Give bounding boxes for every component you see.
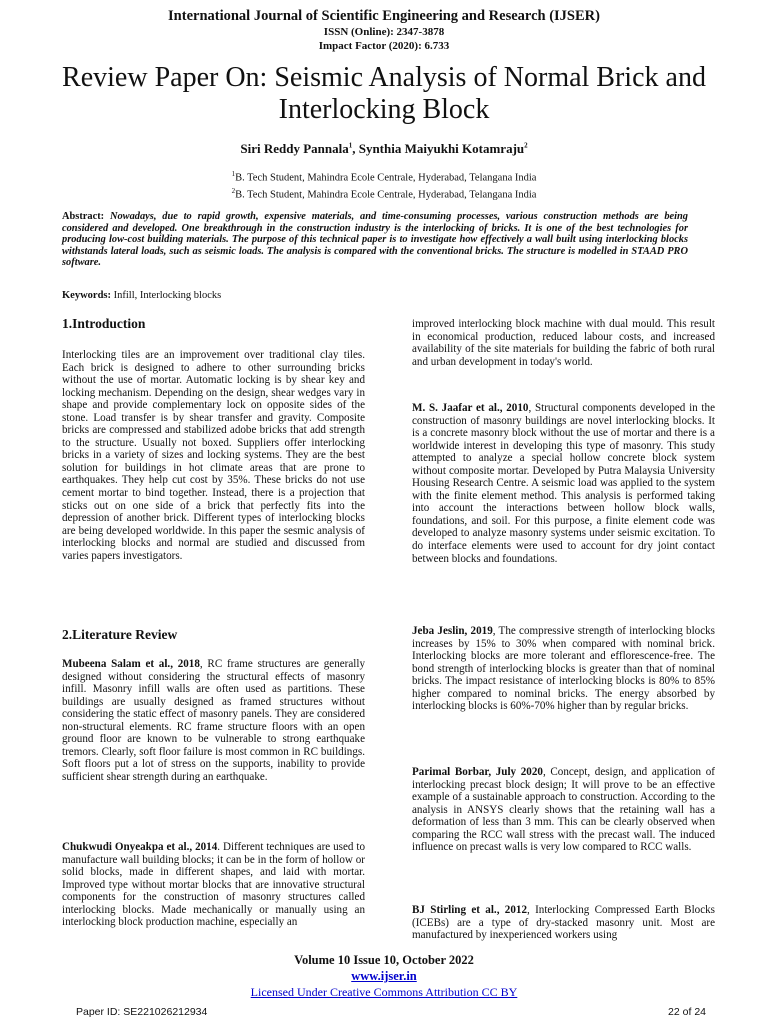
abstract-text: Nowadays, due to rapid growth, expensive materials, and time-consuming processes, various construction methods are being considered and developed. One breakthrough in the construction industry is the interlocking of bricks. It is one of the best technologies for producing low-cost building materials. The purpose of this technical paper is to investigate how effectively a wall built using interlocking blocks withstands lateral loads, such as seismic loads. The analysis is compared with the conventional bricks. The structure is modelled in STAAD PRO software.: [62, 211, 688, 268]
continuation-paragraph: improved interlocking block machine with dual mould. This result in economical production, reduced labour costs, and increased availability of the site materials for building the fabric of both rural and urban development in today's world.: [412, 318, 715, 368]
lit-entry-4: [412, 625, 715, 713]
intro-paragraph: Interlocking tiles are an improvement over traditional clay tiles. Each brick is designed to adhere to other surrounding bricks without the use of mortar. Automatic locking is by shear key and locking mechanism. Depending on the design, shear wedges vary in shape and provide complementary lock on opposite sides of the stone. Load transfer is by shear transfer and gravity. Composite bricks are compressed and stabilized adobe bricks that add strength to the structure. Usually not boxed. Suppliers offer interlocking bricks in a variety of sizes and locking systems. They are the best solution for buildings in hot climate areas that are prone to earthquakes. They help cut cost by 35%. These bricks do not use cement mortar to bind together. Instead, there is a projection that sticks out on one side of a brick that perfectly fits into the depression of another brick. Different types of interlocking blocks are being developed worldwide. In this paper the sesmic analysis of interlocking blocks and normal are studied and discussed from varies papers investigators.: [62, 349, 365, 562]
lit-entry-5: [412, 766, 715, 854]
lit-entry-4-text: , The compressive strength of interlocking blocks increases by 15% to 30% when compared with nominal brick. Interlocking blocks are more tolerant and efflorescence-free. The bond strength of interlocking blocks is greater than that of nominal bricks. The impact resistance of interlocking blocks is 80% to 85% higher compared to nominal bricks. The energy absorbed by interlocking blocks is 60%-70% higher than by regular bricks.: [412, 625, 715, 713]
affiliation-1-sup: 1: [231, 170, 236, 178]
lit-entry-3-text: , Structural components developed in the construction of masonry buildings are novel interlocking blocks. It is a concrete masonry block without the use of mortar and there is a worldwide interest in developing this type of masonry. This study attempted to analyze a special hollow concrete block system without composite mortar. Developed by Putra Malaysia University Housing Research Centre. A seismic load was applied to the system with the finite element method. This analysis is performed taking into account the interactions between hollow block walls, foundations, and soil. For this purpose, a finite element code was developed to analyze masonry systems under seismic excitation. To do interface elements were used to account for dry joint contact between blocks and foundations.: [412, 402, 715, 565]
affiliation-2-sup: 2: [231, 186, 236, 195]
affiliation-2-text: B. Tech Student, Mahindra Ecole Centrale, Hyderabad, Telangana India: [235, 189, 537, 200]
affiliations: [0, 168, 768, 201]
lit-entry-5-author: Parimal Borbar, July 2020: [412, 766, 543, 778]
lit-entry-1-author: Mubeena Salam et al., 2018: [62, 658, 200, 670]
lit-entry-6-text: , Interlocking Compressed Earth Blocks (ICEBs) are a type of dry-stacked masonry unit. Most are manufactured by inexperienced workers using: [412, 904, 715, 942]
lit-entry-3-author: M. S. Jaafar et al., 2010: [412, 402, 529, 414]
footer-journal-link[interactable]: www.ijser.in: [351, 969, 417, 983]
lit-entry-6-author: BJ Stirling et al., 2012: [412, 904, 527, 916]
literature-heading: 2.Literature Review: [62, 627, 178, 642]
impact-factor: Impact Factor (2020): 6.733: [318, 40, 450, 52]
footer-volume: Volume 10 Issue 10, October 2022: [294, 953, 474, 967]
lit-entry-2-author: Chukwudi Onyeakpa et al., 2014: [62, 841, 218, 853]
abstract-label: Abstract:: [62, 211, 105, 222]
author-1-sup: 1: [348, 141, 353, 150]
paper-title: Review Paper On: Seismic Analysis of Normal Brick and Interlocking Block: [62, 62, 706, 125]
affiliation-1-text: B. Tech Student, Mahindra Ecole Centrale, Hyderabad, Telangana India: [235, 172, 537, 184]
authors: [0, 141, 768, 157]
lit-entry-4-author: Jeba Jeslin, 2019: [412, 625, 493, 637]
author-1: Siri Reddy Pannala: [240, 141, 349, 156]
journal-name: International Journal of Scientific Engineering and Research (IJSER): [168, 8, 600, 24]
lit-entry-3: [412, 402, 715, 565]
lit-entry-6: [412, 904, 715, 942]
keywords-label: Keywords:: [62, 290, 111, 301]
abstract: [62, 211, 688, 269]
paper-id: Paper ID: SE221026212934: [76, 1006, 208, 1018]
keywords-text: Infill, Interlocking blocks: [113, 290, 222, 301]
author-2: Synthia Maiyukhi Kotamraju: [358, 141, 525, 156]
intro-heading: 1.Introduction: [62, 316, 146, 331]
issn: ISSN (Online): 2347-3878: [323, 26, 445, 38]
lit-entry-5-text: , Concept, design, and application of interlocking precast block design; It will prove to be an effective example of a sustainable approach to construction. According to the analysis in ANSYS clearly shows that the retaining wall has a deformation of less than 3 mm. This can be clearly observed when comparing the RCC wall stress with the precast wall. The induced influence on precast walls is very low compared to RCC walls.: [412, 766, 715, 854]
lit-entry-2: [62, 841, 365, 929]
lit-entry-2-text: . Different techniques are used to manufacture wall building blocks; it can be in the form of hollow or solid blocks, made in different shapes, and laid with mortar. Improved type without mortar blocks that are innovative structural components for the construction of masonry structures called interlocking blocks. Made mechanically or manually using an interlocking block production machine, especially an: [62, 841, 365, 929]
page-number: 22 of 24: [668, 1006, 706, 1018]
author-2-sup: 2: [524, 141, 528, 150]
footer-license-link[interactable]: Licensed Under Creative Commons Attribution CC BY: [250, 985, 518, 999]
lit-entry-1: [62, 658, 365, 783]
keywords: [62, 290, 221, 301]
affiliation-1: [0, 168, 768, 185]
lit-entry-1-text: , RC frame structures are generally designed without considering the structural effects of masonry infill. Masonry infill walls are often used as partitions. These buildings are usually designed as framed structures without considering the static effect of masonry panels. They are considered non-structural elements. RC frame structure floors with an open ground floor are known to be vulnerable to strong earthquake tremors. Clearly, soft floor failure is most common in RC buildings. Soft floors put a lot of stress on the supports, inability to provide sufficient shear strength during an earthquake.: [62, 658, 365, 783]
affiliation-2: [0, 185, 768, 202]
author-separator: ,: [352, 141, 359, 156]
